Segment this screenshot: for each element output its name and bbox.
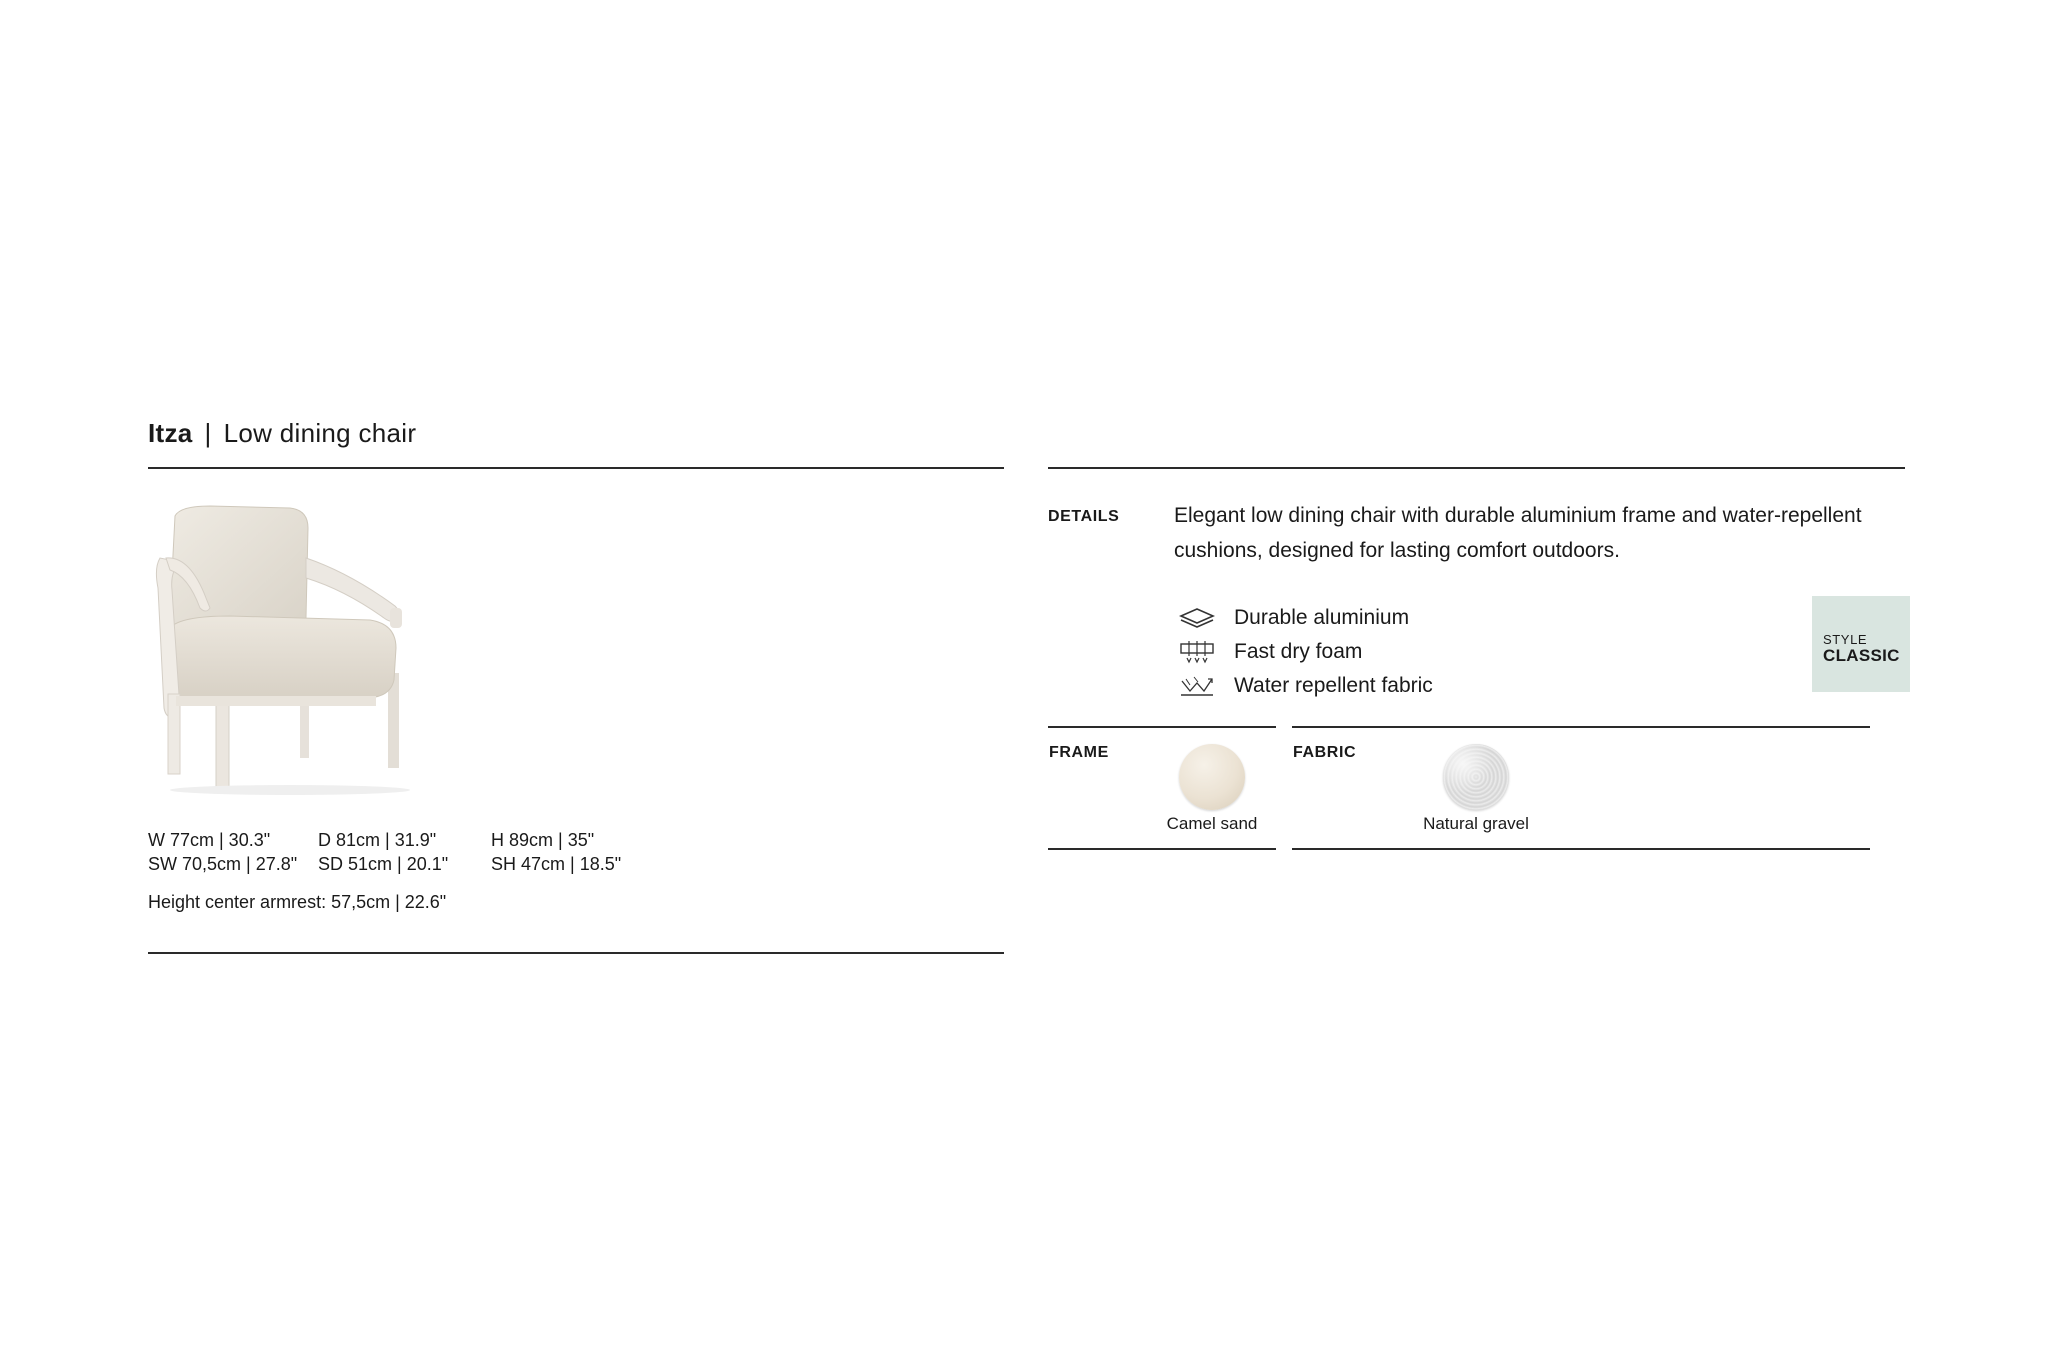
aluminium-layers-icon [1178,605,1216,631]
dim-armrest-height: Height center armrest: 57,5cm | 22.6" [148,892,447,912]
divider-right-top [1048,467,1905,469]
feature-item [1178,671,1433,701]
divider-fabric-bottom [1292,848,1870,850]
frame-label: FRAME [1049,744,1109,761]
divider-left-bottom [148,952,1004,954]
details-label: DETAILS [1048,508,1120,525]
fabric-swatch [1443,744,1509,810]
feature-item [1178,603,1409,633]
product-name: Itza [148,418,193,448]
feature-label: Water repellent fabric [1234,674,1433,697]
dim-height: H 89cm | 35" [491,830,595,850]
divider-left-top [148,467,1004,469]
feature-label: Durable aluminium [1234,606,1410,629]
fabric-label: FABRIC [1293,744,1357,761]
dim-width: W 77cm | 30.3" [148,830,271,850]
divider-frame-bottom [1048,848,1276,850]
style-label: STYLE [1823,632,1868,647]
feature-item [1178,637,1362,667]
dim-seat-width: SW 70,5cm | 27.8" [148,854,298,874]
fast-dry-foam-icon [1178,639,1216,665]
product-title [148,418,416,449]
style-value: CLASSIC [1823,646,1900,665]
dim-seat-depth: SD 51cm | 20.1" [318,854,449,874]
fabric-swatch-name: Natural gravel [1423,814,1529,833]
water-repellent-icon [1178,673,1216,699]
details-description: Elegant low dining chair with durable aluminium frame and water-repellent cushions, designed for lasting comfort outdoors. [1174,504,1862,562]
dim-depth: D 81cm | 31.9" [318,830,437,850]
title-separator: | [204,418,212,448]
divider-frame-top [1048,726,1276,728]
feature-label: Fast dry foam [1234,640,1363,663]
dim-seat-height: SH 47cm | 18.5" [491,854,622,874]
style-badge [1812,596,1910,692]
chair-image [140,498,470,798]
divider-fabric-top [1292,726,1870,728]
product-type: Low dining chair [223,418,417,448]
frame-swatch-name: Camel sand [1166,814,1258,833]
frame-swatch [1179,744,1245,810]
